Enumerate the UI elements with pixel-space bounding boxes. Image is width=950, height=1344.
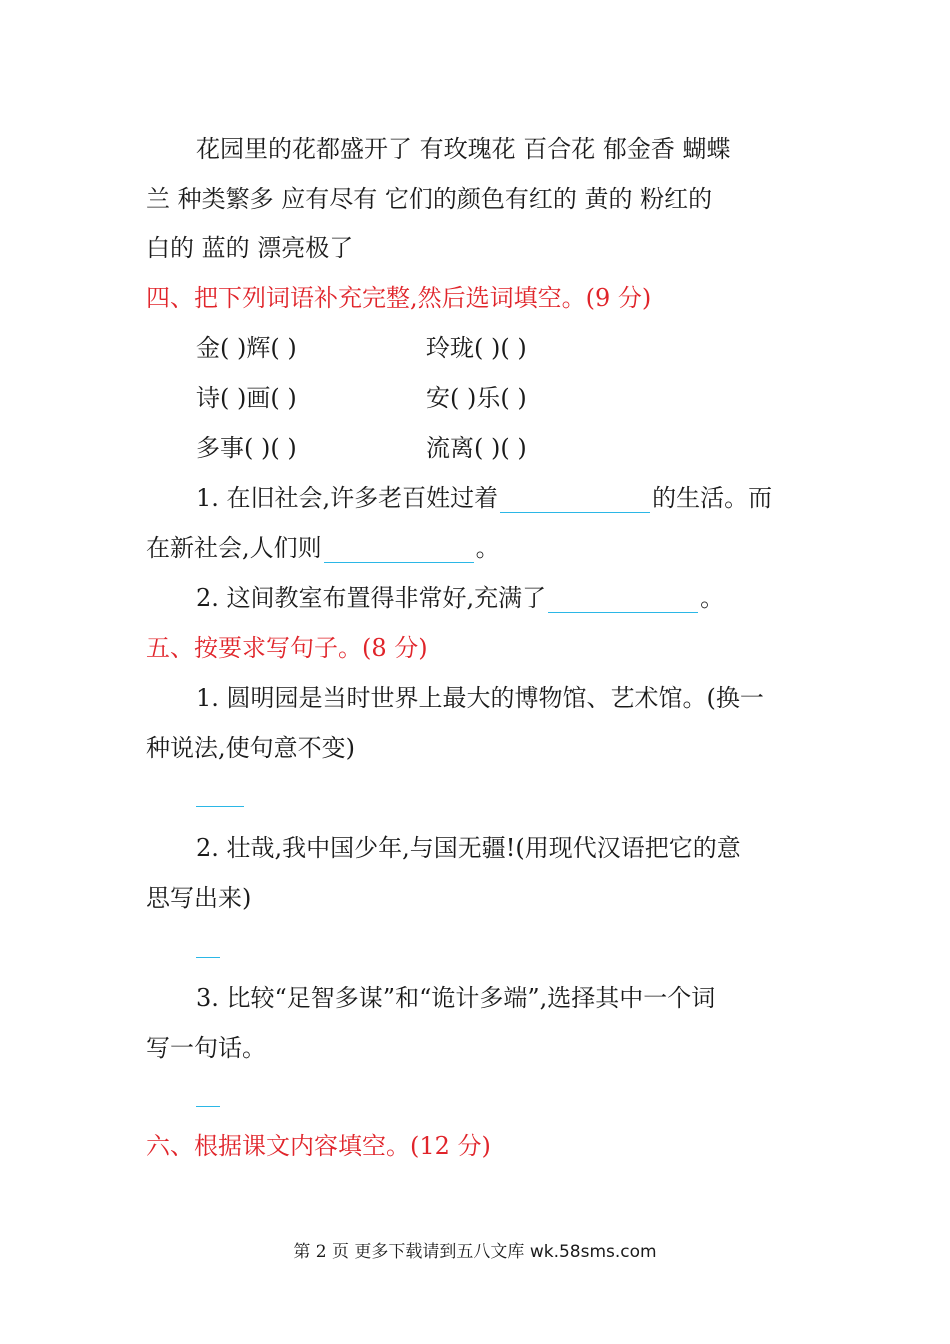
passage-line-1: 花园里的花都盛开了 有玫瑰花 百合花 郁金香 蝴蝶 <box>196 135 731 163</box>
idiom-blank-2b[interactable]: 安( )乐( ) <box>426 384 527 412</box>
fill-q2-text-a: 2. 这间教室布置得非常好,充满了 <box>196 584 547 612</box>
idiom-blank-3b[interactable]: 流离( )( ) <box>426 434 527 462</box>
fill-q1-text-d: 。 <box>475 534 500 562</box>
sentence-q1-answer-line[interactable] <box>196 806 244 807</box>
sentence-q1-line-2: 种说法,使句意不变) <box>146 734 355 762</box>
sentence-q3-answer-line[interactable] <box>196 1106 220 1107</box>
sentence-q3-line-2: 写一句话。 <box>146 1034 266 1062</box>
idiom-row-3 <box>196 433 756 463</box>
passage-line-2: 兰 种类繁多 应有尽有 它们的颜色有红的 黄的 粉红的 <box>146 185 713 213</box>
fill-q1-text-b: 的生活。而 <box>652 484 773 512</box>
idiom-blank-3a[interactable]: 多事( )( ) <box>196 434 297 462</box>
fill-q1-text-c: 在新社会,人们则 <box>146 534 322 562</box>
fill-q2-text-b: 。 <box>700 584 725 612</box>
footer-site-link[interactable]: wk.58sms.com <box>529 1242 657 1262</box>
fill-q1-blank-1[interactable] <box>500 488 650 513</box>
section-6-heading: 六、根据课文内容填空。(12 分) <box>146 1132 491 1160</box>
sentence-q3-line-1: 3. 比较“足智多谋”和“诡计多端”,选择其中一个词 <box>196 984 716 1012</box>
sentence-q2-line-2: 思写出来) <box>146 884 252 912</box>
page-footer <box>0 1240 950 1264</box>
idiom-blank-1a[interactable]: 金( )辉( ) <box>196 334 297 362</box>
sentence-q1-line-1: 1. 圆明园是当时世界上最大的博物馆、艺术馆。(换一 <box>196 684 764 712</box>
idiom-row-1 <box>196 333 756 363</box>
sentence-q2-answer-line[interactable] <box>196 957 220 958</box>
fill-q1-text-a: 1. 在旧社会,许多老百姓过着 <box>196 484 499 512</box>
fill-q2-blank[interactable] <box>548 588 698 613</box>
sentence-q2-line-1: 2. 壮哉,我中国少年,与国无疆!(用现代汉语把它的意 <box>196 834 741 862</box>
section-4-heading: 四、把下列词语补充完整,然后选词填空。(9 分) <box>146 284 652 312</box>
fill-question-2 <box>196 583 724 613</box>
idiom-blank-2a[interactable]: 诗( )画( ) <box>196 384 297 412</box>
fill-question-1-line-2 <box>146 533 500 563</box>
idiom-row-2 <box>196 383 756 413</box>
idiom-blank-1b[interactable]: 玲珑( )( ) <box>426 334 527 362</box>
fill-question-1-line-1 <box>196 483 772 513</box>
passage-line-3: 白的 蓝的 漂亮极了 <box>146 234 354 262</box>
footer-text: 第 2 页 更多下载请到五八文库 <box>293 1242 525 1262</box>
section-5-heading: 五、按要求写句子。(8 分) <box>146 634 428 662</box>
fill-q1-blank-2[interactable] <box>324 538 474 563</box>
